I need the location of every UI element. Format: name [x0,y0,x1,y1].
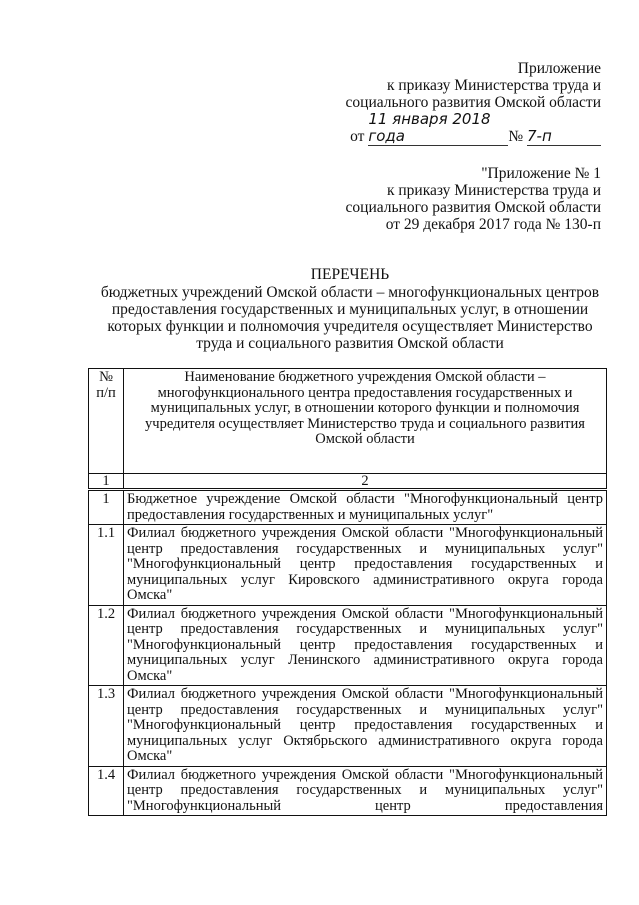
table-row [89,525,607,606]
institution-name: Бюджетное учреждение Омской области "Многофункциональный центр предоставления государственных и муниципальных услуг" [124,490,607,525]
table-row [89,490,607,525]
institution-name: Филиал бюджетного учреждения Омской области "Многофункциональный центр предоставления государственных и муниципальных услуг" "Многофункциональный центр предоставления государственных и муниципальных услуг Октябрьского административного округа города Омска" [124,686,607,767]
institution-name: Филиал бюджетного учреждения Омской области "Многофункциональный центр предоставления государственных и муниципальных услуг" "Многофункциональный центр предоставления государственных и муниципальных услуг Кировского административного округа города Омска" [124,525,607,606]
column-name-header: Наименование бюджетного учреждения Омской области – многофункционального центра предоставления государственных и муниципальных услуг, в отношении которого функции и полномочия учредителя осуществляет Министерство труда и социального развития Омской области [124,369,607,474]
row-number: 1.3 [89,686,124,767]
number-label: № [508,128,524,145]
appendix-header [346,60,601,146]
appendix-1-label: "Приложение № 1 [481,165,601,182]
row-number: 1 [89,490,124,525]
order-date-line [350,111,601,146]
institutions-table [88,368,607,816]
from-label: от [350,128,365,145]
institution-name: Филиал бюджетного учреждения Омской области "Многофункциональный центр предоставления государственных и муниципальных услуг" "Многофункциональный центр предоставления государственных и муниципальных услуг Ленинского административного округа города Омска" [124,605,607,686]
column-index-2: 2 [124,474,607,490]
order-reference-line-2: к приказу Министерства труда и [386,182,601,199]
row-number: 1.2 [89,605,124,686]
document-subtitle: бюджетных учреждений Омской области – многофункциональных центров предоставления государственных и муниципальных услуг, в отношении которых функции и полномочия учредителя осуществляет Министерство труда и социального развития Омской области [100,284,600,352]
table-header-row [89,369,607,474]
appendix-label: Приложение [517,60,601,77]
row-number: 1.4 [89,766,124,816]
institution-name: Филиал бюджетного учреждения Омской области "Многофункциональный центр предоставления государственных и муниципальных услуг" "Многофункциональный центр предоставления [124,766,607,816]
table-row [89,605,607,686]
table-row [89,686,607,767]
handwritten-number: 7-п [527,128,601,146]
handwritten-date: 11 января 2018 года [368,111,508,146]
ministry-name-line: социального развития Омской области [345,94,601,111]
original-appendix-header [346,165,601,233]
ministry-name-line-2: социального развития Омской области [345,199,601,216]
column-number-header: № п/п [89,369,124,474]
column-index-1: 1 [89,474,124,490]
table-row [89,766,607,816]
column-index-row [89,474,607,490]
original-order-date: от 29 декабря 2017 года № 130-п [385,216,601,233]
order-reference-line: к приказу Министерства труда и [386,77,601,94]
document-heading: ПЕРЕЧЕНЬ [310,266,390,283]
row-number: 1.1 [89,525,124,606]
